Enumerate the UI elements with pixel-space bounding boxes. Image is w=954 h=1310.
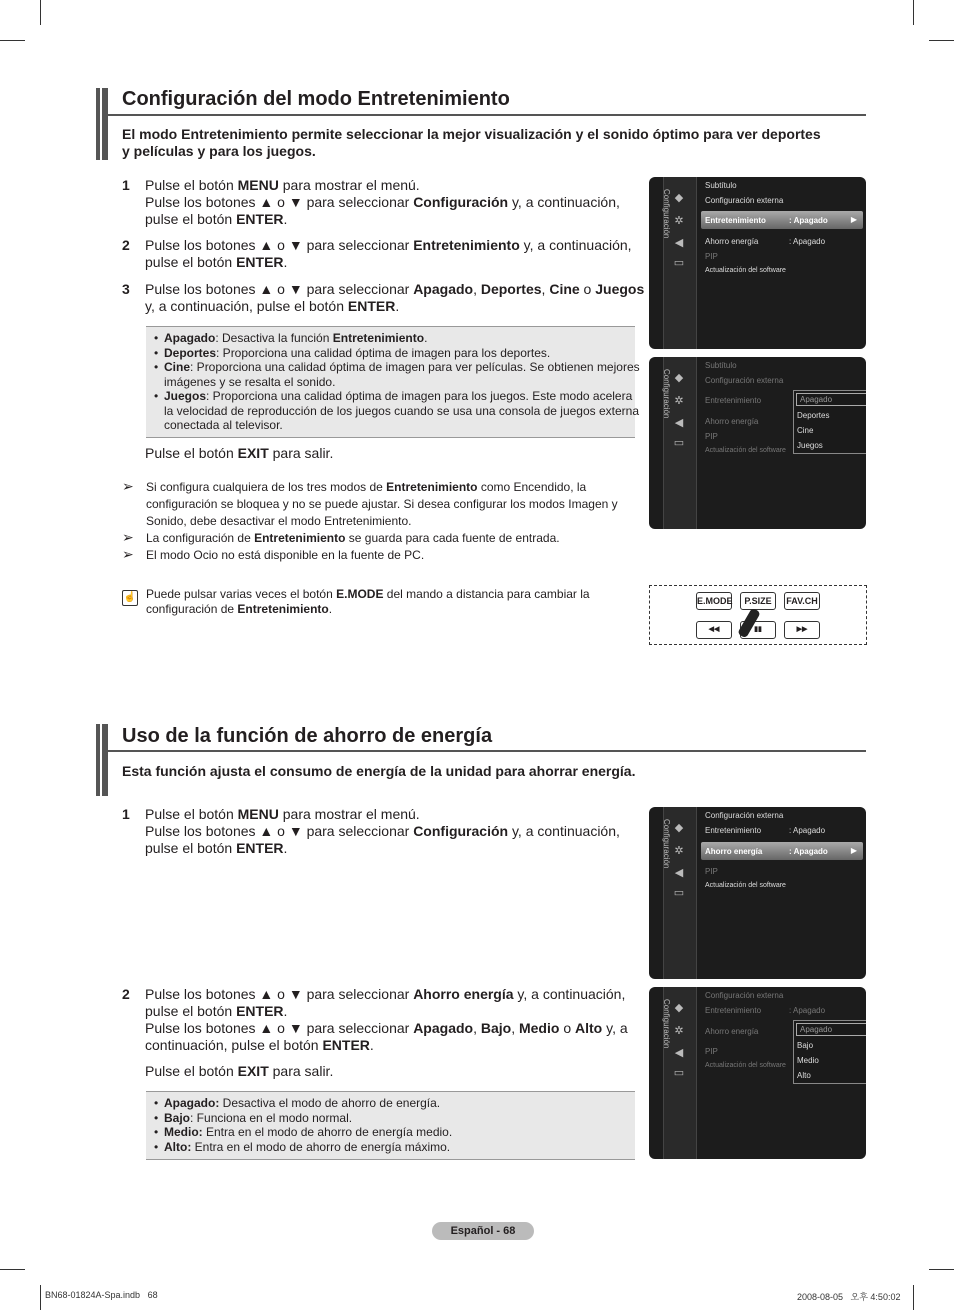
menu-category-label: Configuración (662, 819, 671, 869)
picture-icon: ◆ (674, 192, 684, 204)
setup-gear-icon: ✲ (674, 395, 684, 407)
popup-option[interactable]: Bajo (797, 1041, 814, 1050)
menu-item: PIP (705, 867, 718, 876)
menu-item: PIP (705, 432, 718, 441)
fast-forward-button[interactable]: ▶▶ (784, 621, 820, 639)
setup-gear-icon: ✲ (674, 845, 684, 857)
section-title: Configuración del modo Entretenimiento (122, 88, 510, 110)
popup-option[interactable]: Apagado (796, 393, 866, 406)
setup-gear-icon: ✲ (674, 1025, 684, 1037)
menu-item-selected[interactable]: Entretenimiento : Apagado ▶ (701, 211, 863, 229)
step-number: 1 (122, 806, 130, 822)
step-text: Pulse los botones ▲ o ▼ para seleccionar Ahorro energía y, a continuación, pulse el botón ENTER. Pulse los botones ▲ o ▼ para seleccionar Apagado, Bajo, Medio o Alto y, a continuación, pulse el botón ENTER. (145, 986, 628, 1053)
list-item: • Medio: Entra en el modo de ahorro de energía medio. (154, 1125, 627, 1140)
footer-file: BN68-01824A-Spa.indb 68 (45, 1290, 158, 1300)
step-text: Pulse los botones ▲ o ▼ para seleccionar Entretenimiento y, a continuación, pulse el botón ENTER. (145, 237, 632, 270)
section-rule (108, 750, 866, 752)
list-item: • Alto: Entra en el modo de ahorro de energía máximo. (154, 1140, 627, 1155)
note-arrow-icon: ➢ (122, 546, 134, 562)
menu-item: Entretenimiento (705, 396, 762, 405)
picture-icon: ◆ (674, 822, 684, 834)
option-popup (793, 390, 866, 454)
picture-icon: ◆ (674, 1002, 684, 1014)
step-text: Pulse los botones ▲ o ▼ para seleccionar Apagado, Deportes, Cine o Juegos y, a continuación, pulse el botón ENTER. (145, 281, 645, 314)
input-icon: ◀ (674, 867, 684, 879)
tv-menu-screen (649, 807, 866, 979)
section-bar (96, 724, 108, 796)
menu-category-label: Configuración (662, 189, 671, 239)
popup-option[interactable]: Deportes (797, 411, 830, 420)
section-intro: El modo Entretenimiento permite seleccionar la mejor visualización y el sonido óptimo para ver deportes y películas y para los juegos. (122, 126, 821, 159)
menu-item: Configuración externa (705, 991, 784, 1000)
menu-item: PIP (705, 252, 718, 261)
menu-category-label: Configuración (662, 369, 671, 419)
application-icon: ▭ (673, 887, 685, 899)
menu-item: PIP (705, 1047, 718, 1056)
menu-item: Entretenimiento : Apagado (705, 826, 826, 835)
list-item: • Apagado: Desactiva la función Entretenimiento. (154, 331, 627, 346)
section-intro: Esta función ajusta el consumo de energía de la unidad para ahorrar energía. (122, 763, 636, 779)
menu-item: Entretenimiento : Apagado (705, 1006, 826, 1015)
application-icon: ▭ (673, 437, 685, 449)
menu-item: Actualización del software (705, 267, 786, 274)
step-number: 2 (122, 237, 130, 253)
picture-icon: ◆ (674, 372, 684, 384)
list-item: • Cine: Proporciona una calidad óptima de imagen para ver películas. Se obtienen mejores imágenes y se resalta el sonido. (154, 360, 627, 389)
note: ➢ Si configura cualquiera de los tres modos de Entretenimiento como Encendido, la configuración se bloquea y no se puede ajustar. Si desea configurar los modos Imagen y Sonido, debe desactivar el modo Entretenimiento. (122, 478, 618, 528)
step-number: 2 (122, 986, 130, 1002)
menu-item: Configuración externa (705, 376, 784, 385)
application-icon: ▭ (673, 257, 685, 269)
note-arrow-icon: ➢ (122, 478, 134, 494)
input-icon: ◀ (674, 1047, 684, 1059)
popup-option[interactable]: Cine (797, 426, 814, 435)
menu-item: Actualización del software (705, 447, 786, 454)
list-item: • Bajo: Funciona en el modo normal. (154, 1111, 627, 1126)
popup-option[interactable]: Alto (797, 1071, 811, 1080)
menu-item: Subtítulo (705, 181, 737, 190)
favch-button[interactable]: FAV.CH (784, 592, 820, 610)
step-text: Pulse el botón MENU para mostrar el menú. Pulse los botones ▲ o ▼ para seleccionar Configuración y, a continuación, pulse el botón ENTER. (145, 806, 620, 856)
psize-button[interactable]: P.SIZE (740, 592, 776, 610)
list-item: • Deportes: Proporciona una calidad óptima de imagen para los deportes. (154, 346, 627, 361)
menu-item: Ahorro energía : Apagado (705, 237, 826, 246)
menu-item: Actualización del software (705, 1062, 786, 1069)
input-icon: ◀ (674, 417, 684, 429)
tv-menu-screen (649, 177, 866, 349)
popup-option[interactable]: Medio (797, 1056, 819, 1065)
options-box (146, 326, 640, 438)
tv-menu-screen (649, 357, 866, 529)
remote-control-illustration (649, 585, 867, 645)
popup-option[interactable]: Apagado (796, 1023, 866, 1036)
menu-item: Configuración externa (705, 196, 784, 205)
application-icon: ▭ (673, 1067, 685, 1079)
menu-category-label: Configuración (662, 999, 671, 1049)
popup-option[interactable]: Juegos (797, 441, 823, 450)
step-number: 1 (122, 177, 130, 193)
option-popup (793, 1020, 866, 1084)
section-title: Uso de la función de ahorro de energía (122, 725, 493, 747)
list-item: • Juegos: Proporciona una calidad óptima de imagen para los juegos. Este modo acelera la velocidad de reproducción de los juegos cuando se usa una consola de juegos externa conectada al televisor. (154, 389, 627, 433)
emode-button[interactable]: E.MODE (696, 592, 732, 610)
tv-menu-screen (649, 987, 866, 1159)
menu-item: Actualización del software (705, 882, 786, 889)
note: ➢ La configuración de Entretenimiento se guarda para cada fuente de entrada. (122, 529, 560, 545)
section-bar (96, 88, 108, 160)
menu-item: Ahorro energía (705, 417, 759, 426)
footer-timestamp: 2008-08-05 오후 4:50:02 (797, 1292, 901, 1302)
tip: ☝ Puede pulsar varias veces el botón E.MODE del mando a distancia para cambiar la configuración de Entretenimiento. (123, 587, 590, 616)
hand-pointer-icon: ☝ (122, 590, 138, 606)
step-text: Pulse el botón MENU para mostrar el menú. Pulse los botones ▲ o ▼ para seleccionar Configuración y, a continuación, pulse el botón ENTER. (145, 177, 620, 227)
menu-item-selected[interactable]: Ahorro energía : Apagado ▶ (701, 842, 863, 860)
menu-item: Configuración externa (705, 811, 784, 820)
arrow-right-icon: ▶ (850, 215, 857, 224)
note: ➢ El modo Ocio no está disponible en la fuente de PC. (122, 546, 425, 562)
setup-gear-icon: ✲ (674, 215, 684, 227)
note-arrow-icon: ➢ (122, 529, 134, 545)
step-number: 3 (122, 281, 130, 297)
list-item: • Apagado: Desactiva el modo de ahorro de energía. (154, 1096, 627, 1111)
options-box (146, 1091, 635, 1160)
section-rule (108, 114, 866, 116)
menu-item: Subtítulo (705, 361, 737, 370)
input-icon: ◀ (674, 237, 684, 249)
rewind-button[interactable]: ◀◀ (696, 621, 732, 639)
pause-button[interactable]: ▮▮ (740, 621, 776, 639)
menu-item: Ahorro energía (705, 1027, 759, 1036)
arrow-right-icon: ▶ (850, 846, 857, 855)
page-number-badge: Español - 68 (432, 1222, 534, 1240)
